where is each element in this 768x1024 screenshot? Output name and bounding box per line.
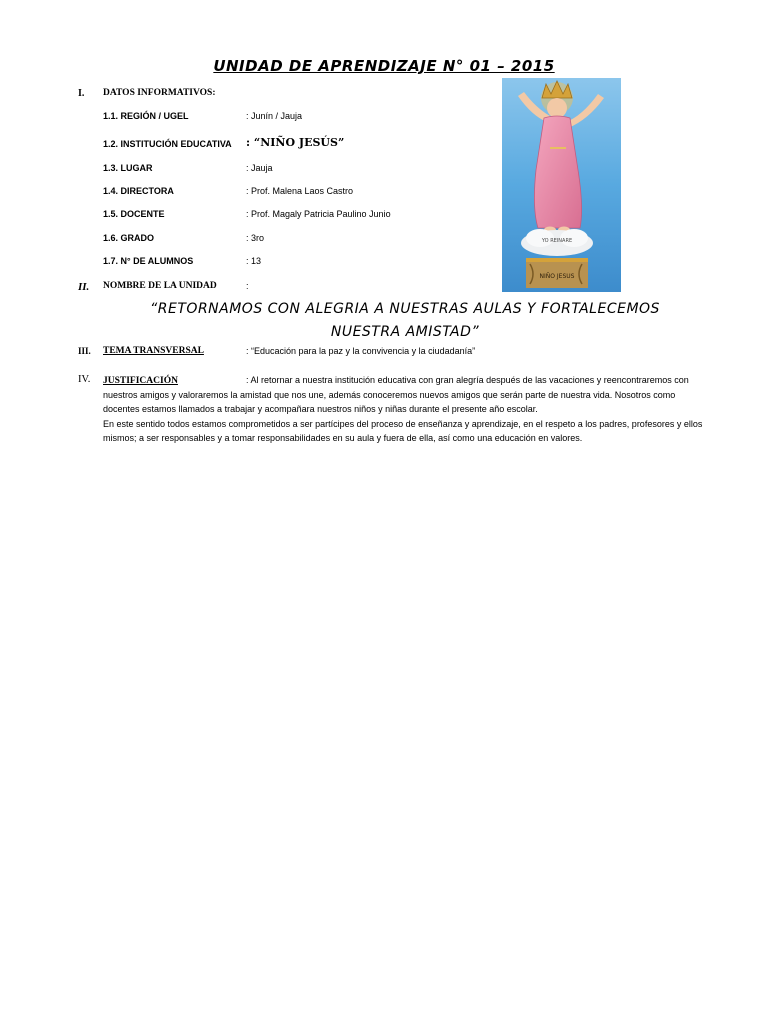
row-region-label: 1.1. REGIÓN / UGEL bbox=[103, 111, 189, 121]
row-teacher-label: 1.5. DOCENTE bbox=[103, 209, 165, 219]
row-place-value: : Jauja bbox=[246, 163, 273, 173]
section-4-label: JUSTIFICACIÓN bbox=[103, 376, 178, 386]
justification-block bbox=[103, 373, 703, 445]
row-grade-value: : 3ro bbox=[246, 233, 265, 243]
row-institution-value: : “NIÑO JESÚS” bbox=[246, 136, 345, 149]
pedestal-text-2: NIÑO JESUS bbox=[539, 273, 575, 280]
section-2-colon: : bbox=[246, 281, 249, 291]
section-1-label: DATOS INFORMATIVOS: bbox=[103, 88, 216, 98]
row-institution-label: 1.2. INSTITUCIÓN EDUCATIVA bbox=[103, 139, 232, 149]
pedestal-text-1: YO REINARE bbox=[541, 238, 573, 244]
document-title: UNIDAD DE APRENDIZAJE N° 01 – 2015 bbox=[213, 57, 555, 75]
justification-paragraph-2: En este sentido todos estamos comprometidos a ser partícipes del proceso de enseñanza y aprendizaje, en el respeto a los padres, profesores y ellos mismos; a ser responsables y a tomar responsabilidades en su aula y fuera de ella, así como una educación en valores. bbox=[103, 418, 703, 443]
unit-name bbox=[110, 298, 700, 344]
section-2-label: NOMBRE DE LA UNIDAD bbox=[103, 281, 217, 291]
section-3-number: III. bbox=[78, 346, 91, 356]
unit-name-line-2: NUESTRA AMISTAD” bbox=[330, 324, 480, 340]
row-place-label: 1.3. LUGAR bbox=[103, 163, 153, 173]
row-students-label: 1.7. N° DE ALUMNOS bbox=[103, 256, 194, 266]
row-students-value: : 13 bbox=[246, 256, 262, 266]
statue-head bbox=[547, 98, 567, 118]
row-director-label: 1.4. DIRECTORA bbox=[103, 186, 174, 196]
section-4-number: IV. bbox=[78, 374, 91, 385]
row-grade-label: 1.6. GRADO bbox=[103, 233, 155, 243]
row-director-value: : Prof. Malena Laos Castro bbox=[246, 186, 354, 196]
nino-jesus-photo bbox=[502, 78, 621, 292]
section-3-label: TEMA TRANSVERSAL bbox=[103, 346, 204, 356]
section-1-number: I. bbox=[78, 88, 85, 99]
unit-name-line-1: “RETORNAMOS CON ALEGRIA A NUESTRAS AULAS Y FORTALECEMOS bbox=[150, 301, 660, 317]
section-2-number: II. bbox=[78, 281, 90, 293]
justification-text-1: : Al retornar a nuestra institución educativa con gran alegría después de las vacaciones y reencontraremos con nuestros amigos y valoraremos la amistad que nos une, además conoceremos nuevos amigos que serán parte de nuestra vida. Nosotros como docentes estamos llamados a trabajar y acompañara nuestros niños y niñas durante el presente año escolar. bbox=[103, 375, 689, 415]
pedestal-rim bbox=[526, 258, 588, 262]
row-teacher-value: : Prof. Magaly Patricia Paulino Junio bbox=[246, 209, 391, 219]
justification-paragraph-1 bbox=[103, 373, 703, 417]
row-region-value: : Junín / Jauja bbox=[246, 111, 303, 121]
section-3-value: : “Educación para la paz y la convivencia y la ciudadanía” bbox=[246, 346, 476, 356]
